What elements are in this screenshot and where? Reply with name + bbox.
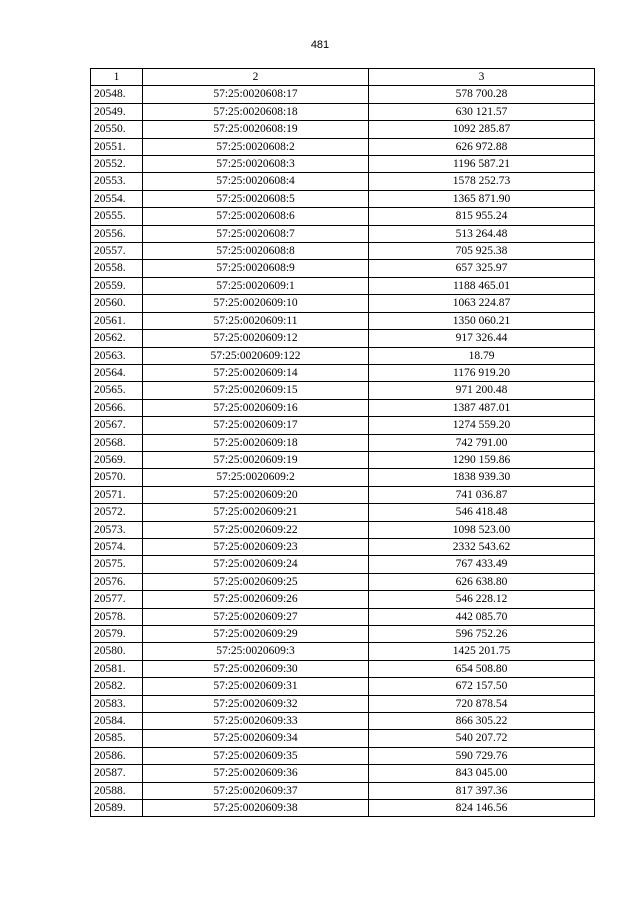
row-index-cell: 20583. xyxy=(91,695,143,712)
cadastral-value-cell: 741 036.87 xyxy=(369,486,595,503)
cadastral-value-cell: 578 700.28 xyxy=(369,86,595,103)
row-index-cell: 20571. xyxy=(91,486,143,503)
page-number: 481 xyxy=(310,39,330,51)
table-row xyxy=(91,504,595,521)
cadastral-number-cell: 57:25:0020609:26 xyxy=(143,591,369,608)
row-index-cell: 20587. xyxy=(91,765,143,782)
cadastral-number-cell: 57:25:0020608:18 xyxy=(143,103,369,120)
row-index-cell: 20582. xyxy=(91,678,143,695)
row-index-cell: 20556. xyxy=(91,225,143,242)
row-index-cell: 20578. xyxy=(91,608,143,625)
table-row xyxy=(91,591,595,608)
row-index-cell: 20588. xyxy=(91,782,143,799)
cadastral-value-cell: 1578 252.73 xyxy=(369,173,595,190)
row-index-cell: 20577. xyxy=(91,591,143,608)
row-index-cell: 20557. xyxy=(91,243,143,260)
cadastral-value-cell: 540 207.72 xyxy=(369,730,595,747)
table-row xyxy=(91,486,595,503)
cadastral-number-cell: 57:25:0020608:7 xyxy=(143,225,369,242)
cadastral-value-cell: 1092 285.87 xyxy=(369,121,595,138)
cadastral-number-cell: 57:25:0020609:10 xyxy=(143,295,369,312)
cadastral-number-cell: 57:25:0020609:35 xyxy=(143,747,369,764)
row-index-cell: 20548. xyxy=(91,86,143,103)
cadastral-value-cell: 442 085.70 xyxy=(369,608,595,625)
table-row xyxy=(91,608,595,625)
row-index-cell: 20560. xyxy=(91,295,143,312)
table-row xyxy=(91,364,595,381)
table-row xyxy=(91,713,595,730)
table-row xyxy=(91,225,595,242)
cadastral-number-cell: 57:25:0020609:29 xyxy=(143,626,369,643)
column-header-index: 1 xyxy=(91,69,143,86)
cadastral-value-cell: 843 045.00 xyxy=(369,765,595,782)
cadastral-number-cell: 57:25:0020609:34 xyxy=(143,730,369,747)
row-index-cell: 20572. xyxy=(91,504,143,521)
table-row xyxy=(91,156,595,173)
cadastral-value-cell: 657 325.97 xyxy=(369,260,595,277)
cadastral-number-cell: 57:25:0020609:21 xyxy=(143,504,369,521)
cadastral-value-cell: 1274 559.20 xyxy=(369,417,595,434)
cadastral-number-cell: 57:25:0020608:8 xyxy=(143,243,369,260)
table-row xyxy=(91,765,595,782)
row-index-cell: 20567. xyxy=(91,417,143,434)
row-index-cell: 20579. xyxy=(91,626,143,643)
table-row xyxy=(91,573,595,590)
cadastral-number-cell: 57:25:0020609:19 xyxy=(143,451,369,468)
row-index-cell: 20568. xyxy=(91,434,143,451)
table-row xyxy=(91,173,595,190)
cadastral-number-cell: 57:25:0020609:37 xyxy=(143,782,369,799)
table-row xyxy=(91,243,595,260)
cadastral-value-cell: 824 146.56 xyxy=(369,800,595,817)
cadastral-value-cell: 1365 871.90 xyxy=(369,190,595,207)
cadastral-number-cell: 57:25:0020608:2 xyxy=(143,138,369,155)
cadastral-value-cell: 720 878.54 xyxy=(369,695,595,712)
table-row xyxy=(91,312,595,329)
cadastral-value-cell: 1290 159.86 xyxy=(369,451,595,468)
cadastral-number-cell: 57:25:0020609:14 xyxy=(143,364,369,381)
row-index-cell: 20576. xyxy=(91,573,143,590)
table-row xyxy=(91,451,595,468)
cadastral-number-cell: 57:25:0020608:5 xyxy=(143,190,369,207)
row-index-cell: 20552. xyxy=(91,156,143,173)
cadastral-value-cell: 971 200.48 xyxy=(369,382,595,399)
cadastral-number-cell: 57:25:0020609:25 xyxy=(143,573,369,590)
table-row xyxy=(91,260,595,277)
cadastral-value-cell: 654 508.80 xyxy=(369,660,595,677)
row-index-cell: 20564. xyxy=(91,364,143,381)
cadastral-value-cell: 630 121.57 xyxy=(369,103,595,120)
row-index-cell: 20585. xyxy=(91,730,143,747)
table-row xyxy=(91,469,595,486)
cadastral-number-cell: 57:25:0020609:16 xyxy=(143,399,369,416)
row-index-cell: 20559. xyxy=(91,277,143,294)
row-index-cell: 20565. xyxy=(91,382,143,399)
table-row xyxy=(91,121,595,138)
cadastral-number-cell: 57:25:0020608:19 xyxy=(143,121,369,138)
cadastral-number-cell: 57:25:0020609:30 xyxy=(143,660,369,677)
cadastral-value-cell: 705 925.38 xyxy=(369,243,595,260)
table-row xyxy=(91,86,595,103)
row-index-cell: 20574. xyxy=(91,538,143,555)
cadastral-value-cell: 866 305.22 xyxy=(369,713,595,730)
cadastral-value-cell: 1098 523.00 xyxy=(369,521,595,538)
cadastral-number-cell: 57:25:0020608:3 xyxy=(143,156,369,173)
row-index-cell: 20566. xyxy=(91,399,143,416)
table-row xyxy=(91,417,595,434)
cadastral-value-cell: 626 972.88 xyxy=(369,138,595,155)
row-index-cell: 20563. xyxy=(91,347,143,364)
cadastral-number-cell: 57:25:0020609:15 xyxy=(143,382,369,399)
row-index-cell: 20573. xyxy=(91,521,143,538)
cadastral-number-cell: 57:25:0020609:17 xyxy=(143,417,369,434)
table-row xyxy=(91,678,595,695)
table-row xyxy=(91,138,595,155)
cadastral-number-cell: 57:25:0020609:122 xyxy=(143,347,369,364)
cadastral-value-cell: 2332 543.62 xyxy=(369,538,595,555)
table-row xyxy=(91,103,595,120)
row-index-cell: 20570. xyxy=(91,469,143,486)
cadastral-value-table xyxy=(90,68,595,817)
row-index-cell: 20581. xyxy=(91,660,143,677)
cadastral-number-cell: 57:25:0020608:9 xyxy=(143,260,369,277)
table-row xyxy=(91,521,595,538)
cadastral-number-cell: 57:25:0020609:27 xyxy=(143,608,369,625)
row-index-cell: 20554. xyxy=(91,190,143,207)
row-index-cell: 20551. xyxy=(91,138,143,155)
cadastral-value-cell: 672 157.50 xyxy=(369,678,595,695)
table-row xyxy=(91,295,595,312)
cadastral-value-cell: 596 752.26 xyxy=(369,626,595,643)
cadastral-number-cell: 57:25:0020609:31 xyxy=(143,678,369,695)
table-row xyxy=(91,660,595,677)
cadastral-number-cell: 57:25:0020609:2 xyxy=(143,469,369,486)
cadastral-number-cell: 57:25:0020609:11 xyxy=(143,312,369,329)
row-index-cell: 20550. xyxy=(91,121,143,138)
cadastral-number-cell: 57:25:0020609:20 xyxy=(143,486,369,503)
table-row xyxy=(91,695,595,712)
table-row xyxy=(91,626,595,643)
cadastral-value-cell: 18.79 xyxy=(369,347,595,364)
cadastral-value-cell: 1176 919.20 xyxy=(369,364,595,381)
table-row xyxy=(91,556,595,573)
cadastral-value-cell: 817 397.36 xyxy=(369,782,595,799)
row-index-cell: 20562. xyxy=(91,330,143,347)
row-index-cell: 20589. xyxy=(91,800,143,817)
cadastral-number-cell: 57:25:0020608:6 xyxy=(143,208,369,225)
row-index-cell: 20549. xyxy=(91,103,143,120)
cadastral-number-cell: 57:25:0020609:12 xyxy=(143,330,369,347)
cadastral-number-cell: 57:25:0020609:22 xyxy=(143,521,369,538)
table-body xyxy=(91,86,595,817)
table-row xyxy=(91,330,595,347)
cadastral-value-cell: 1838 939.30 xyxy=(369,469,595,486)
cadastral-value-cell: 1196 587.21 xyxy=(369,156,595,173)
cadastral-value-cell: 1188 465.01 xyxy=(369,277,595,294)
table-header-row xyxy=(91,69,595,86)
row-index-cell: 20558. xyxy=(91,260,143,277)
cadastral-number-cell: 57:25:0020609:33 xyxy=(143,713,369,730)
row-index-cell: 20586. xyxy=(91,747,143,764)
table-row xyxy=(91,747,595,764)
cadastral-value-cell: 1387 487.01 xyxy=(369,399,595,416)
table-row xyxy=(91,538,595,555)
cadastral-number-cell: 57:25:0020609:3 xyxy=(143,643,369,660)
cadastral-value-cell: 546 418.48 xyxy=(369,504,595,521)
row-index-cell: 20561. xyxy=(91,312,143,329)
row-index-cell: 20555. xyxy=(91,208,143,225)
cadastral-value-cell: 767 433.49 xyxy=(369,556,595,573)
cadastral-number-cell: 57:25:0020609:24 xyxy=(143,556,369,573)
column-header-cadastral-number: 2 xyxy=(143,69,369,86)
table-row xyxy=(91,277,595,294)
cadastral-value-cell: 815 955.24 xyxy=(369,208,595,225)
table-row xyxy=(91,399,595,416)
table-row xyxy=(91,800,595,817)
cadastral-number-cell: 57:25:0020609:1 xyxy=(143,277,369,294)
table-row xyxy=(91,643,595,660)
row-index-cell: 20553. xyxy=(91,173,143,190)
table-row xyxy=(91,347,595,364)
column-header-value: 3 xyxy=(369,69,595,86)
cadastral-number-cell: 57:25:0020609:32 xyxy=(143,695,369,712)
table-row xyxy=(91,190,595,207)
table-row xyxy=(91,208,595,225)
table-row xyxy=(91,382,595,399)
row-index-cell: 20580. xyxy=(91,643,143,660)
cadastral-value-cell: 1350 060.21 xyxy=(369,312,595,329)
cadastral-number-cell: 57:25:0020609:18 xyxy=(143,434,369,451)
row-index-cell: 20584. xyxy=(91,713,143,730)
cadastral-number-cell: 57:25:0020609:23 xyxy=(143,538,369,555)
table-row xyxy=(91,782,595,799)
cadastral-value-cell: 590 729.76 xyxy=(369,747,595,764)
cadastral-number-cell: 57:25:0020608:4 xyxy=(143,173,369,190)
cadastral-value-cell: 626 638.80 xyxy=(369,573,595,590)
cadastral-value-cell: 1425 201.75 xyxy=(369,643,595,660)
cadastral-number-cell: 57:25:0020608:17 xyxy=(143,86,369,103)
cadastral-value-cell: 917 326.44 xyxy=(369,330,595,347)
cadastral-number-cell: 57:25:0020609:36 xyxy=(143,765,369,782)
cadastral-value-cell: 546 228.12 xyxy=(369,591,595,608)
table-row xyxy=(91,730,595,747)
table-row xyxy=(91,434,595,451)
cadastral-value-cell: 513 264.48 xyxy=(369,225,595,242)
cadastral-number-cell: 57:25:0020609:38 xyxy=(143,800,369,817)
row-index-cell: 20569. xyxy=(91,451,143,468)
cadastral-value-cell: 742 791.00 xyxy=(369,434,595,451)
row-index-cell: 20575. xyxy=(91,556,143,573)
cadastral-value-cell: 1063 224.87 xyxy=(369,295,595,312)
